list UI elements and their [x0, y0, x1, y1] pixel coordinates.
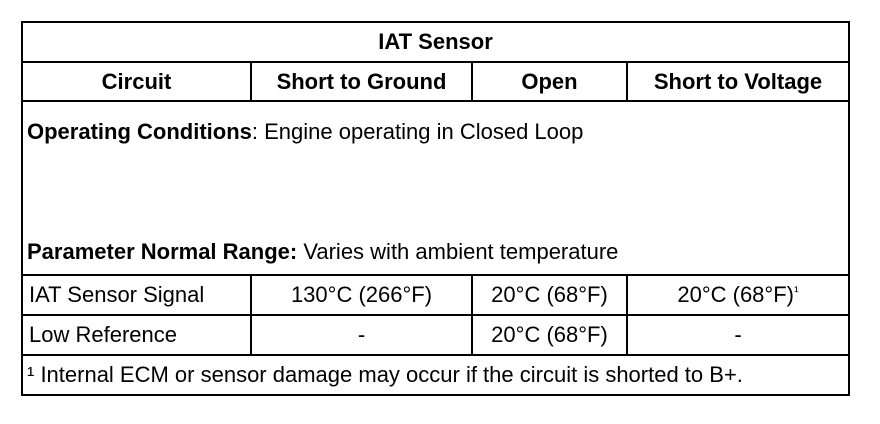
open-value: 20°C (68°F): [472, 315, 627, 355]
operating-conditions-label: Operating Conditions: [27, 119, 252, 144]
title-row: [22, 22, 849, 62]
conditions-cell: [22, 101, 849, 275]
diagnostic-table: [21, 21, 850, 396]
header-row: [22, 62, 849, 101]
short-to-ground-value: -: [251, 315, 472, 355]
footnote-row: [22, 355, 849, 395]
parameter-normal-range-text: Varies with ambient temperature: [297, 239, 619, 264]
operating-conditions: [27, 119, 844, 145]
header-short-to-voltage: Short to Voltage: [627, 62, 849, 101]
parameter-normal-range-label: Parameter Normal Range:: [27, 239, 298, 264]
operating-conditions-text: : Engine operating in Closed Loop: [251, 119, 584, 144]
footnote-marker: ¹: [793, 283, 799, 299]
short-to-voltage-text: 20°C (68°F): [677, 282, 794, 307]
conditions-row: [22, 101, 849, 275]
table-row: [22, 315, 849, 355]
circuit-name: Low Reference: [22, 315, 251, 355]
header-open: Open: [472, 62, 627, 101]
short-to-voltage-value: [627, 275, 849, 315]
open-value: 20°C (68°F): [472, 275, 627, 315]
short-to-voltage-value: -: [627, 315, 849, 355]
short-to-ground-value: 130°C (266°F): [251, 275, 472, 315]
table-row: [22, 275, 849, 315]
table-title: IAT Sensor: [22, 22, 849, 62]
header-short-to-ground: Short to Ground: [251, 62, 472, 101]
parameter-normal-range: [27, 239, 844, 265]
header-circuit: Circuit: [22, 62, 251, 101]
footnote: ¹ Internal ECM or sensor damage may occur if the circuit is shorted to B+.: [22, 355, 849, 395]
circuit-name: IAT Sensor Signal: [22, 275, 251, 315]
